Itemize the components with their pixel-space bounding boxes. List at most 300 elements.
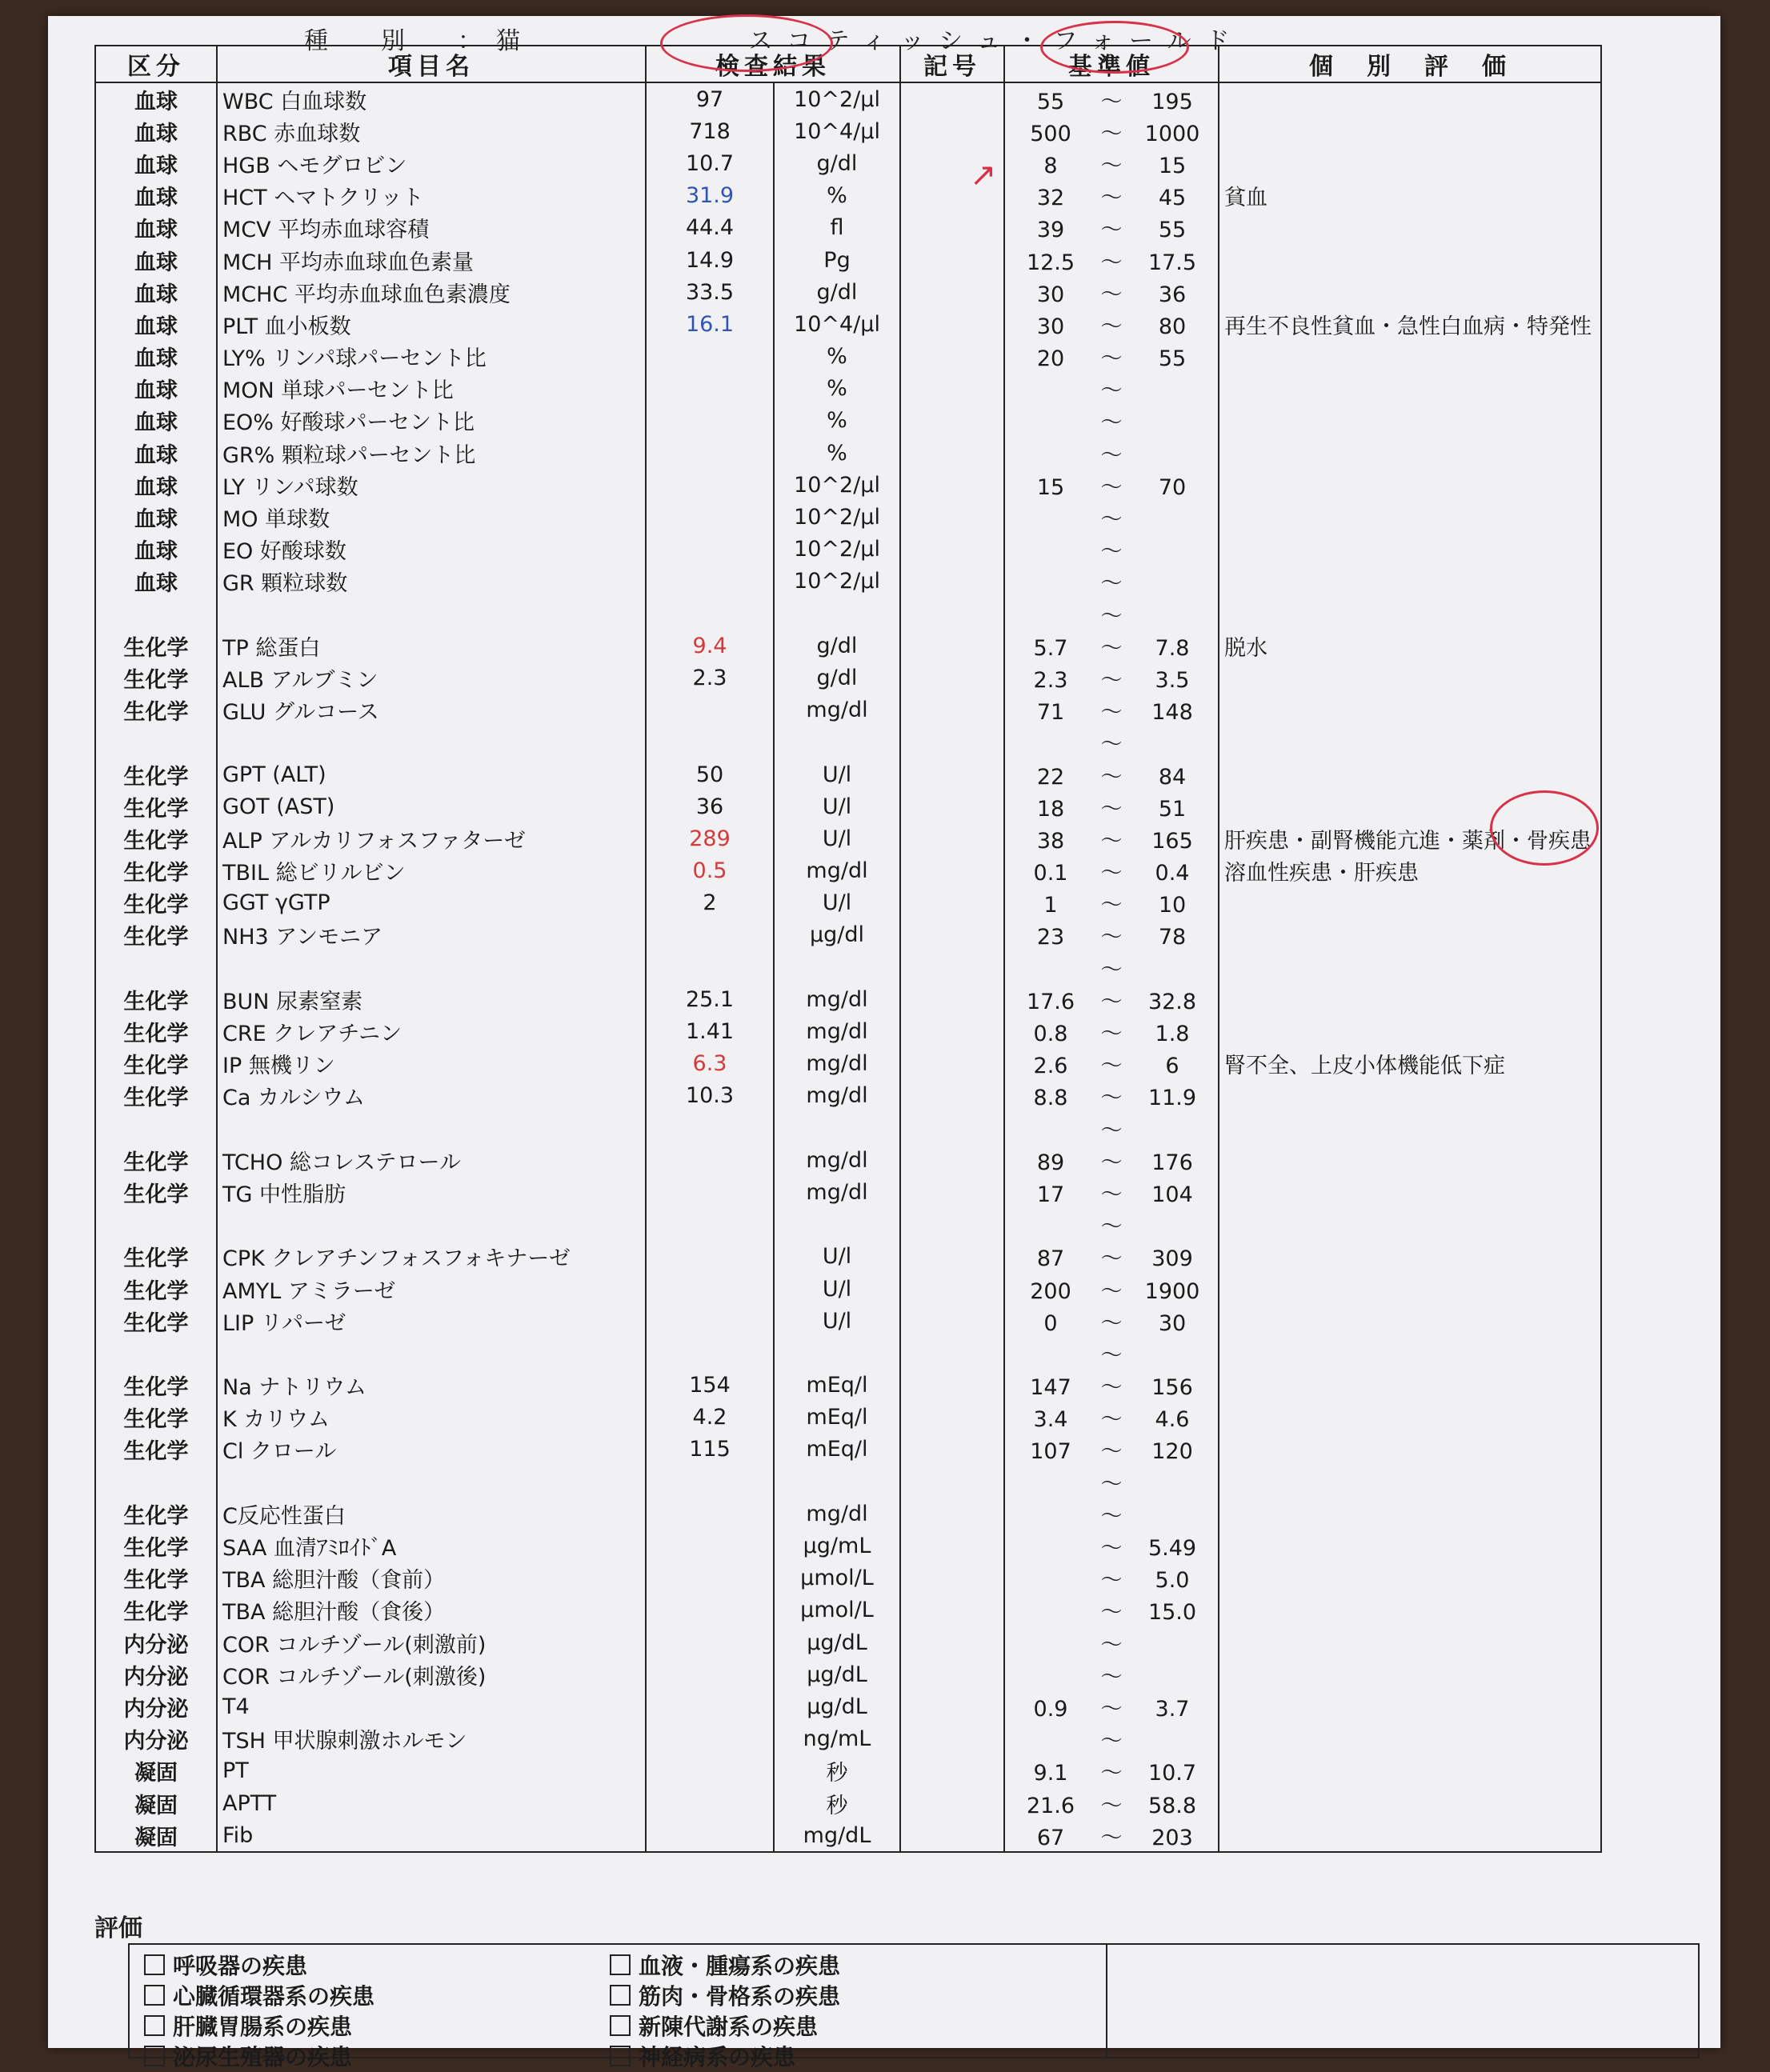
table-row	[95, 758, 1601, 790]
evaluation-cell	[1219, 405, 1601, 437]
range-tilde: ～	[1100, 442, 1123, 468]
result-cell	[646, 1658, 774, 1690]
symbol-cell	[900, 1370, 1004, 1402]
range-tilde: ～	[1100, 989, 1123, 1014]
item-name-cell: ALB アルブミン	[217, 662, 646, 694]
evaluation-cell	[1219, 147, 1601, 179]
checkbox[interactable]	[144, 1954, 165, 1975]
symbol-cell	[900, 1080, 1004, 1112]
result-cell	[646, 1273, 774, 1305]
table-row	[95, 1787, 1601, 1819]
range-tilde: ～	[1100, 1664, 1123, 1690]
range-tilde: ～	[1100, 1342, 1123, 1368]
category-cell: 凝固	[95, 1755, 217, 1787]
evaluation-box	[128, 1943, 1700, 2070]
unit-cell: mEq/l	[774, 1434, 900, 1466]
reference-low: 22	[1036, 764, 1065, 790]
symbol-cell	[900, 534, 1004, 566]
col-header-result: 検査結果	[646, 46, 900, 82]
result-cell	[646, 1466, 774, 1498]
evaluation-title: 評価	[94, 1914, 142, 1942]
category-cell: 血球	[95, 308, 217, 340]
evaluation-cell	[1219, 1530, 1601, 1562]
checkbox[interactable]	[610, 1954, 631, 1975]
symbol-cell	[900, 405, 1004, 437]
category-label: 泌尿生殖器の疾患	[173, 2044, 353, 2070]
unit-cell: U/l	[774, 1305, 900, 1337]
result-cell	[646, 598, 774, 630]
category-cell: 血球	[95, 405, 217, 437]
symbol-cell	[900, 598, 1004, 630]
unit-cell: μg/mL	[774, 1530, 900, 1562]
item-name-cell	[217, 598, 646, 630]
item-name-cell: TG 中性脂肪	[217, 1176, 646, 1208]
category-list-left	[144, 1950, 374, 2071]
evaluation-cell	[1219, 276, 1601, 308]
reference-range-cell	[1004, 1015, 1219, 1047]
category-cell: 生化学	[95, 1305, 217, 1337]
checkbox[interactable]	[610, 1985, 631, 2006]
result-cell: 9.4	[646, 630, 774, 662]
result-cell	[646, 1305, 774, 1337]
evaluation-cell	[1219, 1112, 1601, 1144]
table-row	[95, 276, 1601, 308]
unit-cell: mg/dl	[774, 694, 900, 726]
reference-range-cell	[1004, 1112, 1219, 1144]
item-name-cell: COR コルチゾール(刺激後)	[217, 1658, 646, 1690]
category-cell: 生化学	[95, 1144, 217, 1176]
table-row	[95, 1402, 1601, 1434]
range-tilde: ～	[1100, 1407, 1123, 1433]
evaluation-cell	[1219, 373, 1601, 405]
item-name-cell: MO 単球数	[217, 501, 646, 533]
range-tilde: ～	[1100, 957, 1123, 982]
category-cell: 内分泌	[95, 1690, 217, 1722]
category-cell: 生化学	[95, 694, 217, 726]
table-row	[95, 1209, 1601, 1241]
symbol-cell	[900, 1626, 1004, 1658]
reference-range-cell	[1004, 1819, 1219, 1852]
item-name-cell: COR コルチゾール(刺激前)	[217, 1626, 646, 1658]
unit-cell: mg/dl	[774, 1176, 900, 1208]
unit-cell	[774, 598, 900, 630]
reference-range-cell	[1004, 1337, 1219, 1369]
unit-cell: g/dl	[774, 630, 900, 662]
category-cell: 血球	[95, 534, 217, 566]
symbol-cell	[900, 1112, 1004, 1144]
symbol-cell	[900, 244, 1004, 276]
reference-range-cell	[1004, 1273, 1219, 1305]
reference-high: 30	[1158, 1310, 1187, 1336]
category-cell: 内分泌	[95, 1658, 217, 1690]
category-label: 神経病系の疾患	[639, 2044, 796, 2070]
result-cell	[646, 726, 774, 758]
reference-range-cell	[1004, 1080, 1219, 1112]
reference-range-cell	[1004, 1723, 1219, 1755]
reference-high: 1000	[1144, 121, 1200, 146]
table-row	[95, 82, 1601, 115]
result-cell	[646, 1530, 774, 1562]
reference-high: 17.5	[1147, 250, 1197, 275]
range-tilde: ～	[1100, 1022, 1123, 1047]
reference-range-cell	[1004, 1787, 1219, 1819]
item-name-cell: LY% リンパ球パーセント比	[217, 341, 646, 373]
symbol-cell	[900, 1819, 1004, 1852]
item-name-cell: TSH 甲状腺刺激ホルモン	[217, 1723, 646, 1755]
unit-cell: mg/dl	[774, 1080, 900, 1112]
table-row	[95, 244, 1601, 276]
table-row	[95, 951, 1601, 983]
result-cell	[646, 694, 774, 726]
reference-range-cell	[1004, 115, 1219, 147]
evaluation-cell	[1219, 1080, 1601, 1112]
unit-cell: U/l	[774, 1273, 900, 1305]
reference-low: 9.1	[1033, 1761, 1068, 1786]
table-row	[95, 147, 1601, 179]
reference-low: 2.3	[1033, 667, 1068, 693]
item-name-cell: PLT 血小板数	[217, 308, 646, 340]
table-row	[95, 1434, 1601, 1466]
table-row	[95, 1241, 1601, 1273]
reference-range-cell	[1004, 308, 1219, 340]
table-row	[95, 630, 1601, 662]
range-tilde: ～	[1100, 250, 1123, 275]
reference-range-cell	[1004, 855, 1219, 887]
unit-cell: mg/dl	[774, 1015, 900, 1047]
result-cell	[646, 566, 774, 598]
category-cell: 血球	[95, 244, 217, 276]
reference-range-cell	[1004, 1755, 1219, 1787]
unit-cell: mEq/l	[774, 1370, 900, 1402]
evaluation-section	[94, 1908, 1695, 2070]
lab-results-table	[94, 45, 1602, 1853]
unit-cell: 秒	[774, 1755, 900, 1787]
arrow-up-icon: ↗	[970, 157, 997, 194]
range-tilde: ～	[1100, 314, 1123, 339]
reference-high: 0.4	[1155, 861, 1190, 886]
reference-low: 30	[1036, 314, 1065, 339]
evaluation-cell	[1219, 82, 1601, 115]
item-name-cell: TBA 総胆汁酸（食前）	[217, 1562, 646, 1594]
reference-low: 2.6	[1033, 1054, 1068, 1079]
category-list-right	[610, 1950, 840, 2071]
unit-cell: U/l	[774, 1241, 900, 1273]
category-cell: 血球	[95, 373, 217, 405]
result-cell: 718	[646, 115, 774, 147]
result-cell: 16.1	[646, 308, 774, 340]
reference-range-cell	[1004, 1241, 1219, 1273]
evaluation-cell	[1219, 1144, 1601, 1176]
result-cell	[646, 405, 774, 437]
symbol-cell	[900, 1209, 1004, 1241]
disease-category	[144, 2010, 374, 2041]
reference-high: 45	[1158, 186, 1187, 211]
reference-high: 10	[1158, 893, 1187, 918]
item-name-cell: EO 好酸球数	[217, 534, 646, 566]
category-cell: 生化学	[95, 1080, 217, 1112]
table-row	[95, 598, 1601, 630]
checkbox[interactable]	[610, 2015, 631, 2036]
category-cell: 生化学	[95, 983, 217, 1015]
unit-cell	[774, 1337, 900, 1369]
reference-range-cell	[1004, 1370, 1219, 1402]
reference-range-cell	[1004, 244, 1219, 276]
unit-cell: fl	[774, 212, 900, 244]
symbol-cell	[900, 469, 1004, 501]
result-cell: 1.41	[646, 1015, 774, 1047]
unit-cell: 10^2/μl	[774, 501, 900, 533]
reference-low: 30	[1036, 282, 1065, 307]
evaluation-cell	[1219, 694, 1601, 726]
range-tilde: ～	[1100, 861, 1123, 886]
reference-low: 39	[1036, 218, 1065, 243]
category-cell: 血球	[95, 147, 217, 179]
table-row	[95, 1176, 1601, 1208]
disease-category	[610, 2010, 840, 2041]
symbol-cell	[900, 1144, 1004, 1176]
range-tilde: ～	[1100, 1118, 1123, 1143]
category-cell: 血球	[95, 180, 217, 212]
table-row	[95, 1498, 1601, 1530]
reference-range-cell	[1004, 1658, 1219, 1690]
result-cell: 31.9	[646, 180, 774, 212]
reference-high: 15.0	[1147, 1600, 1197, 1626]
evaluation-cell	[1219, 244, 1601, 276]
range-tilde: ～	[1100, 1825, 1123, 1850]
item-name-cell: HGB ヘモグロビン	[217, 147, 646, 179]
table-row	[95, 373, 1601, 405]
evaluation-cell: 脱水	[1219, 630, 1601, 662]
symbol-cell	[900, 726, 1004, 758]
unit-cell: %	[774, 405, 900, 437]
reference-range-cell	[1004, 341, 1219, 373]
table-row	[95, 1658, 1601, 1690]
evaluation-cell	[1219, 212, 1601, 244]
symbol-cell	[900, 308, 1004, 340]
item-name-cell: Ca カルシウム	[217, 1080, 646, 1112]
checkbox[interactable]	[610, 2046, 631, 2066]
symbol-cell	[900, 1466, 1004, 1498]
category-cell: 血球	[95, 341, 217, 373]
category-cell: 生化学	[95, 1594, 217, 1626]
checkbox[interactable]	[144, 2046, 165, 2066]
unit-cell: g/dl	[774, 662, 900, 694]
reference-high: 36	[1158, 282, 1187, 307]
range-tilde: ～	[1100, 732, 1123, 758]
table-row	[95, 822, 1601, 854]
reference-range-cell	[1004, 1048, 1219, 1080]
category-cell: 凝固	[95, 1787, 217, 1819]
symbol-cell	[900, 1434, 1004, 1466]
symbol-cell	[900, 1402, 1004, 1434]
table-row	[95, 469, 1601, 501]
unit-cell	[774, 951, 900, 983]
item-name-cell: TCHO 総コレステロール	[217, 1144, 646, 1176]
item-name-cell: BUN 尿素窒素	[217, 983, 646, 1015]
result-cell	[646, 1112, 774, 1144]
symbol-cell	[900, 1241, 1004, 1273]
symbol-cell	[900, 212, 1004, 244]
reference-range-cell	[1004, 82, 1219, 115]
range-tilde: ～	[1100, 1214, 1123, 1240]
symbol-cell	[900, 855, 1004, 887]
reference-range-cell	[1004, 726, 1219, 758]
item-name-cell: GGT γGTP	[217, 887, 646, 919]
range-tilde: ～	[1100, 925, 1123, 950]
reference-high: 1900	[1144, 1278, 1200, 1304]
symbol-cell	[900, 758, 1004, 790]
result-cell: 10.3	[646, 1080, 774, 1112]
evaluation-cell	[1219, 1562, 1601, 1594]
disease-category	[610, 1950, 840, 1980]
evaluation-cell	[1219, 437, 1601, 469]
reference-low: 17.6	[1026, 989, 1075, 1014]
range-tilde: ～	[1100, 153, 1123, 178]
reference-low: 0.1	[1033, 861, 1068, 886]
symbol-cell	[900, 1787, 1004, 1819]
evaluation-cell: 溶血性疾患・肝疾患	[1219, 855, 1601, 887]
item-name-cell: PT	[217, 1755, 646, 1787]
category-cell: 生化学	[95, 919, 217, 951]
reference-high: 4.6	[1155, 1407, 1190, 1433]
unit-cell: mg/dl	[774, 1048, 900, 1080]
symbol-cell	[900, 1273, 1004, 1305]
reference-high: 11.9	[1147, 1086, 1197, 1111]
table-row	[95, 662, 1601, 694]
reference-high: 176	[1151, 1150, 1193, 1175]
reference-range-cell	[1004, 1594, 1219, 1626]
table-row	[95, 726, 1601, 758]
reference-range-cell	[1004, 694, 1219, 726]
reference-high: 203	[1151, 1825, 1193, 1850]
category-cell: 生化学	[95, 790, 217, 822]
reference-high: 148	[1151, 700, 1193, 726]
unit-cell: μmol/L	[774, 1562, 900, 1594]
item-name-cell: RBC 赤血球数	[217, 115, 646, 147]
reference-low: 3.4	[1033, 1407, 1068, 1433]
category-cell: 血球	[95, 437, 217, 469]
reference-low: 8.8	[1033, 1086, 1068, 1111]
evaluation-cell	[1219, 1690, 1601, 1722]
reference-high: 80	[1158, 314, 1187, 339]
col-header-evaluation: 個 別 評 価	[1219, 46, 1601, 82]
reference-range-cell	[1004, 790, 1219, 822]
item-name-cell: K カリウム	[217, 1402, 646, 1434]
reference-range-cell	[1004, 1530, 1219, 1562]
result-cell	[646, 437, 774, 469]
symbol-cell	[900, 822, 1004, 854]
range-tilde: ～	[1100, 1568, 1123, 1594]
category-cell: 生化学	[95, 887, 217, 919]
reference-low: 500	[1030, 121, 1071, 146]
symbol-cell	[900, 630, 1004, 662]
result-cell: 97	[646, 82, 774, 115]
result-cell	[646, 469, 774, 501]
range-tilde: ～	[1100, 1310, 1123, 1336]
result-cell: 4.2	[646, 1402, 774, 1434]
evaluation-cell	[1219, 1015, 1601, 1047]
symbol-cell	[900, 1048, 1004, 1080]
reference-high: 51	[1158, 796, 1187, 822]
reference-range-cell	[1004, 662, 1219, 694]
table-row	[95, 1370, 1601, 1402]
item-name-cell: GR 顆粒球数	[217, 566, 646, 598]
reference-low: 38	[1036, 828, 1065, 854]
reference-range-cell	[1004, 180, 1219, 212]
table-row	[95, 1723, 1601, 1755]
unit-cell: %	[774, 180, 900, 212]
category-label: 新陳代謝系の疾患	[639, 2014, 819, 2040]
category-label: 筋肉・骨格系の疾患	[639, 1983, 841, 2010]
range-tilde: ～	[1100, 1632, 1123, 1658]
category-cell: 血球	[95, 82, 217, 115]
symbol-cell	[900, 1530, 1004, 1562]
evaluation-cell: 肝疾患・副腎機能亢進・薬剤・骨疾患	[1219, 822, 1601, 854]
unit-cell: μg/dl	[774, 919, 900, 951]
result-cell: 115	[646, 1434, 774, 1466]
result-cell	[646, 1209, 774, 1241]
evaluation-divider	[1106, 1945, 1107, 2057]
item-name-cell: TBIL 総ビリルビン	[217, 855, 646, 887]
category-cell	[95, 1466, 217, 1498]
range-tilde: ～	[1100, 603, 1123, 629]
category-label: 肝臓胃腸系の疾患	[173, 2014, 353, 2040]
item-name-cell: CRE クレアチニン	[217, 1015, 646, 1047]
symbol-cell	[900, 1305, 1004, 1337]
unit-cell: %	[774, 341, 900, 373]
symbol-cell	[900, 662, 1004, 694]
range-tilde: ～	[1100, 1761, 1123, 1786]
reference-high: 7.8	[1155, 635, 1190, 661]
result-cell	[646, 501, 774, 533]
category-cell: 血球	[95, 566, 217, 598]
reference-high: 84	[1158, 764, 1187, 790]
checkbox[interactable]	[144, 2015, 165, 2036]
item-name-cell: IP 無機リン	[217, 1048, 646, 1080]
checkbox[interactable]	[144, 1985, 165, 2006]
unit-cell	[774, 1209, 900, 1241]
item-name-cell: HCT ヘマトクリット	[217, 180, 646, 212]
result-cell	[646, 1626, 774, 1658]
category-cell	[95, 1337, 217, 1369]
symbol-cell	[900, 694, 1004, 726]
symbol-cell	[900, 341, 1004, 373]
evaluation-cell	[1219, 1209, 1601, 1241]
item-name-cell: Fib	[217, 1819, 646, 1852]
item-name-cell: ALP アルカリフォスファターゼ	[217, 822, 646, 854]
evaluation-cell	[1219, 501, 1601, 533]
table-row	[95, 1305, 1601, 1337]
category-cell	[95, 598, 217, 630]
unit-cell: 秒	[774, 1787, 900, 1819]
table-row	[95, 1562, 1601, 1594]
range-tilde: ～	[1100, 1086, 1123, 1111]
evaluation-cell	[1219, 1402, 1601, 1434]
evaluation-cell: 貧血	[1219, 180, 1601, 212]
evaluation-cell	[1219, 1370, 1601, 1402]
reference-low: 67	[1036, 1825, 1065, 1850]
unit-cell: %	[774, 373, 900, 405]
result-cell	[646, 1690, 774, 1722]
reference-high: 58.8	[1147, 1793, 1197, 1818]
unit-cell: 10^2/μl	[774, 534, 900, 566]
reference-range-cell	[1004, 630, 1219, 662]
category-cell: 生化学	[95, 1048, 217, 1080]
reference-range-cell	[1004, 887, 1219, 919]
reference-low: 1	[1043, 893, 1058, 918]
reference-range-cell	[1004, 919, 1219, 951]
reference-high: 156	[1151, 1375, 1193, 1401]
